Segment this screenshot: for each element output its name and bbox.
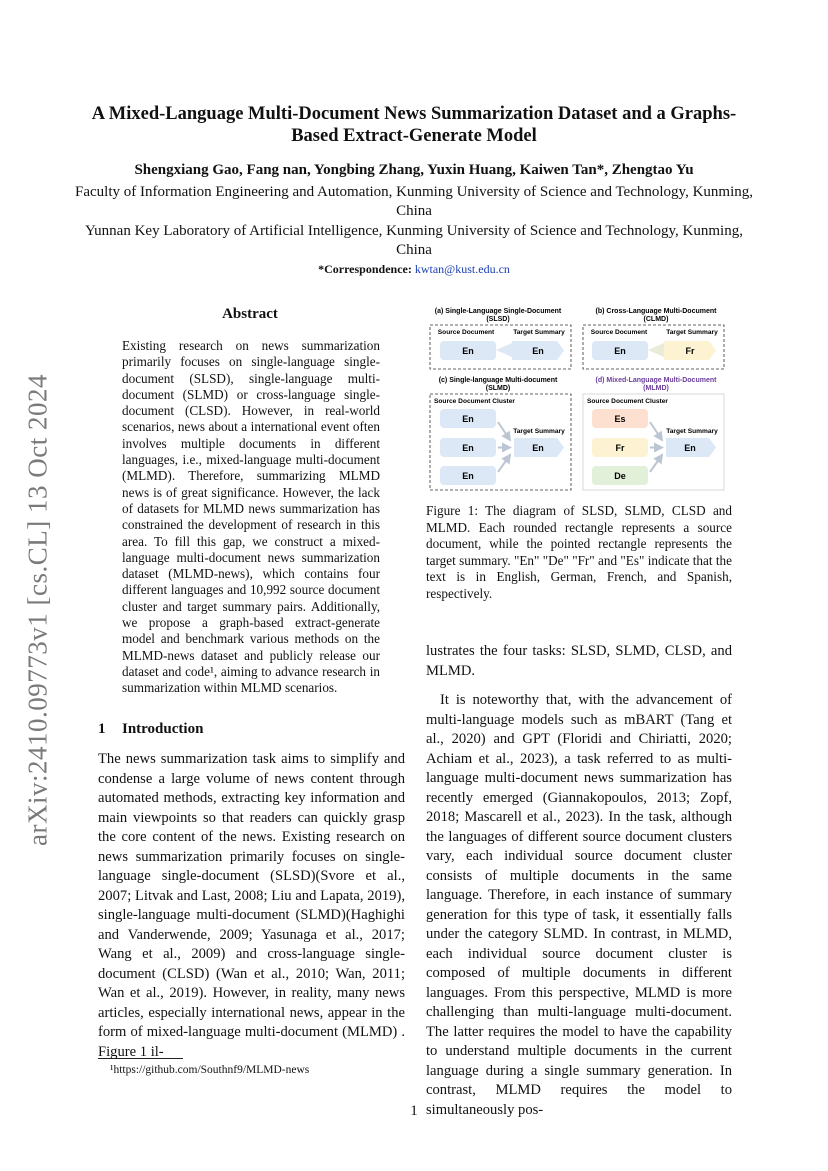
- panel-c-sub: (SLMD): [485, 385, 511, 392]
- panel-b-sub: (CLMD): [643, 316, 669, 323]
- intro-paragraph-1: The news summarization task aims to simplify and condense a large volume of news content through automated methods, extracting key information and main viewpoints so that readers can quickly grasp the core content of the news. Existing research on news summarization primarily focuses on single-language single-document (SLSD)(Svore et al., 2007; Litvak and Last, 2008; Liu and Lapata, 2019), single-language multi-document (SLMD)(Haghighi and Vanderwende, 2009; Yasunaga et al., 2017; Wang et al., 2009) and cross-language single-document (CLSD) (Wan et al., 2010; Wan, 2011; Wan et al., 2019). However, in reality, many news articles, especially international news, appear in the form of mixed-language multi-document (MLMD) . Figure 1 il-: [98, 751, 405, 1060]
- panel-d-cluster-label: Source Document Cluster: [587, 398, 668, 405]
- figure-1-caption: Figure 1: The diagram of SLSD, SLMD, CLSD and MLMD. Each rounded rectangle represents a source document, while the pointed rectangle represents the target summary. "En" "De" "Fr" and "Es" indicate that the text is in English, German, French, and Spanish, respectively.: [426, 503, 732, 601]
- correspondence: [80, 262, 748, 277]
- panel-d-doc-2-lang: Fr: [615, 443, 625, 453]
- panel-c-target-lang: En: [532, 443, 544, 453]
- section-title: Introduction: [122, 721, 204, 737]
- panel-a-title: (a) Single-Language Single-Document: [434, 308, 562, 315]
- panel-b-arrow: [648, 343, 664, 357]
- page-number: 1: [410, 1103, 418, 1119]
- panel-b-target-lang: Fr: [685, 346, 695, 356]
- panel-c-doc-3-lang: En: [462, 471, 474, 481]
- affiliation-2: Yunnan Key Laboratory of Artificial Intelligence, Kunming University of Science and Technology, Kunming, China: [85, 223, 743, 258]
- panel-d-title: (d) Mixed-Language Multi-Document: [595, 377, 717, 384]
- panel-a-arrow: [496, 343, 512, 357]
- paper-title: A Mixed-Language Multi-Document News Summarization Dataset and a Graphs-Based Extract-Generate Model: [91, 104, 737, 146]
- footnote-rule: [98, 1058, 183, 1059]
- correspondence-email[interactable]: kwtan@kust.edu.cn: [414, 262, 510, 276]
- section-number: 1: [98, 721, 106, 737]
- author-list: Shengxiang Gao, Fang nan, Yongbing Zhang, Yuxin Huang, Kaiwen Tan*, Zhengtao Yu: [134, 162, 694, 178]
- section-heading: [98, 721, 203, 738]
- panel-a-source-label: Source Document: [437, 329, 495, 336]
- figure-1-diagram: [426, 304, 732, 494]
- panel-a-sub: (SLSD): [486, 316, 510, 323]
- panel-c-doc-1-lang: En: [462, 414, 474, 424]
- abstract-heading: Abstract: [222, 306, 278, 322]
- affiliation-1: Faculty of Information Engineering and Automation, Kunming University of Science and Technology, Kunming, China: [75, 184, 753, 219]
- panel-c-doc-2-lang: En: [462, 443, 474, 453]
- panel-c-cluster-label: Source Document Cluster: [434, 398, 515, 405]
- intro-paragraph-1-continued: lustrates the four tasks: SLSD, SLMD, CLSD, and MLMD.: [426, 643, 732, 679]
- panel-d-target-label: Target Summary: [666, 428, 718, 435]
- arxiv-stamp: arXiv:2410.09773v1 [cs.CL] 13 Oct 2024: [22, 374, 53, 846]
- intro-paragraph-2: It is noteworthy that, with the advancement of multi-language models such as mBART (Tang et al., 2020) and GPT (Floridi and Chiriatti, 2020; Achiam et al., 2023), a task referred to as multi-language multi-document news summarization has recently emerged (Giannakopoulos, 2013; Zopf, 2018; Mascarell et al., 2023). In the task, although the languages of different source document clusters vary, each individual source document cluster consists of multiple documents in the same language. Therefore, in each instance of summary generation for this type of task, it essentially falls under the category SLMD. In contrast, in MLMD, each individual source document cluster is composed of multiple documents in different languages. From this perspective, MLMD is more challenging than multi-language multi-document. The latter requires the model to have the capability to understand multiple documents in the current language during a single summary generation. In contrast, MLMD requires the model to simultaneously pos-: [426, 692, 732, 1118]
- intro-column-left: [98, 750, 405, 1062]
- panel-b-title: (b) Cross-Language Multi-Document: [595, 308, 717, 315]
- panel-a-target-lang: En: [532, 346, 544, 356]
- intro-column-right: [426, 642, 732, 1120]
- panel-d-target-lang: En: [684, 443, 696, 453]
- panel-a-target-label: Target Summary: [513, 329, 565, 336]
- panel-d-doc-1-lang: Es: [614, 414, 626, 424]
- panel-d-arrow-3: [650, 455, 662, 472]
- panel-d-doc-3-lang: De: [614, 471, 626, 481]
- panel-c-arrow-3: [498, 455, 510, 472]
- panel-d-sub: (MLMD): [643, 385, 669, 392]
- panel-c-target-label: Target Summary: [513, 428, 565, 435]
- panel-b-target-label: Target Summary: [666, 329, 718, 336]
- panel-d-arrow-1: [650, 422, 662, 440]
- panel-a-source-lang: En: [462, 346, 474, 356]
- footnote: ¹https://github.com/Southnf9/MLMD-news: [110, 1064, 310, 1076]
- panel-b-source-label: Source Document: [590, 329, 648, 336]
- abstract-text: Existing research on news summarization primarily focuses on single-language single-document (SLSD), single-language multi-document (SLMD) or cross-language single-document (CLSD). However, in real-world scenarios, news about a international event often involves multiple documents in different languages, i.e., mixed-language multi-document (MLMD). Therefore, summarizing MLMD news is of great significance. However, the lack of datasets for MLMD news summarization has constrained the development of research in this area. To fill this gap, we construct a mixed-language multi-document news summarization dataset (MLMD-news), which contains four different languages and 10,992 source document cluster and target summary pairs. Additionally, we propose a graph-based extract-generate model and benchmark various methods on the MLMD-news dataset and publicly release our dataset and code¹, aiming to advance research in summarization within MLMD scenarios.: [122, 338, 380, 696]
- panel-c-title: (c) Single-language Multi-document: [438, 377, 558, 384]
- correspondence-label: *Correspondence:: [318, 262, 412, 276]
- panel-b-source-lang: En: [614, 346, 626, 356]
- panel-c-arrow-1: [498, 422, 510, 440]
